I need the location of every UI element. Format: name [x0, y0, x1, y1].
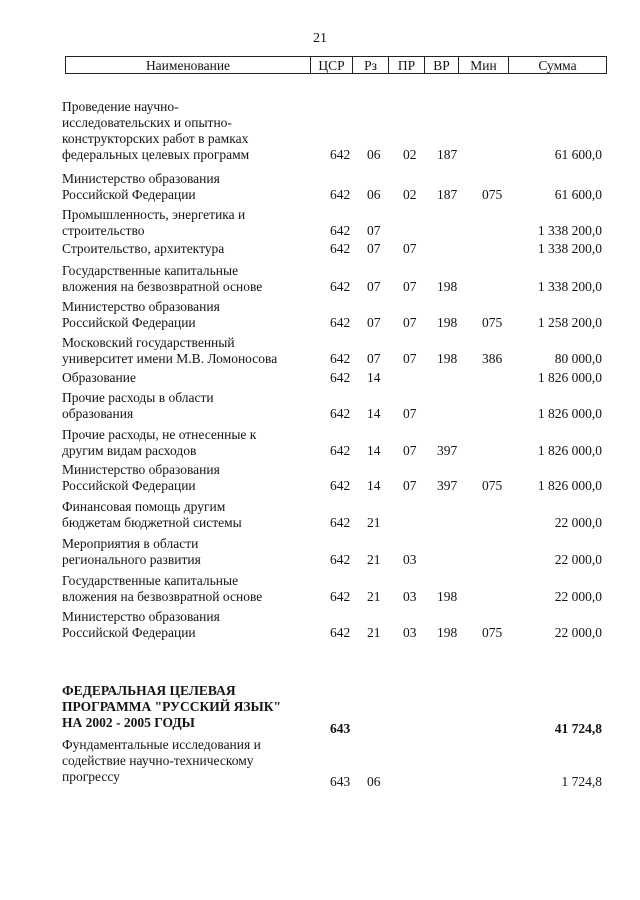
row-name: Прочие расходы, не отнесенные к другим видам расходов: [62, 427, 257, 458]
cell-csr: 642: [330, 351, 351, 366]
cell-vr: 397: [437, 478, 458, 493]
row-name: Мероприятия в области регионального развития: [62, 536, 201, 567]
row-name: Строительство, архитектура: [62, 241, 225, 256]
cell-sum: 1 338 200,0: [537, 279, 602, 294]
cell-pr: 03: [403, 625, 417, 640]
cell-sum: 1 338 200,0: [537, 223, 602, 238]
cell-csr: 643: [330, 721, 351, 736]
cell-vr: 198: [437, 589, 458, 604]
cell-pr: 03: [403, 552, 417, 567]
cell-rz: 14: [367, 478, 381, 493]
cell-rz: 07: [367, 223, 381, 238]
row-name: Образование: [62, 370, 136, 385]
row-name: Государственные капитальные вложения на безвозвратной основе: [62, 263, 263, 294]
cell-rz: 07: [367, 351, 381, 366]
cell-pr: 07: [403, 443, 417, 458]
cell-min: 386: [482, 351, 503, 366]
cell-vr: 198: [437, 279, 458, 294]
cell-vr: 187: [437, 187, 458, 202]
cell-vr: 198: [437, 315, 458, 330]
cell-csr: 642: [330, 241, 351, 256]
cell-pr: 02: [403, 147, 417, 162]
cell-rz: 06: [367, 147, 381, 162]
cell-csr: 642: [330, 223, 351, 238]
cell-vr: 198: [437, 351, 458, 366]
row-name: Государственные капитальные вложения на безвозвратной основе: [62, 573, 263, 604]
cell-sum: 61 600,0: [554, 147, 602, 162]
row-name: Министерство образования Российской Федерации: [62, 299, 220, 330]
cell-sum: 22 000,0: [554, 589, 602, 604]
header-pr: ПР: [388, 57, 424, 73]
cell-pr: 07: [403, 406, 417, 421]
cell-sum: 1 826 000,0: [537, 478, 602, 493]
cell-vr: 198: [437, 625, 458, 640]
header-sum: Сумма: [508, 57, 606, 73]
cell-pr: 07: [403, 478, 417, 493]
cell-sum: 1 826 000,0: [537, 443, 602, 458]
cell-rz: 14: [367, 443, 381, 458]
cell-sum: 80 000,0: [554, 351, 602, 366]
cell-min: 075: [482, 187, 503, 202]
cell-sum: 1 258 200,0: [537, 315, 602, 330]
cell-csr: 642: [330, 625, 351, 640]
cell-sum: 1 338 200,0: [537, 241, 602, 256]
cell-csr: 642: [330, 515, 351, 530]
cell-sum: 22 000,0: [554, 515, 602, 530]
cell-pr: 03: [403, 589, 417, 604]
header-rz: Рз: [352, 57, 388, 73]
cell-sum: 1 826 000,0: [537, 406, 602, 421]
cell-rz: 06: [367, 187, 381, 202]
row-name: Министерство образования Российской Федерации: [62, 171, 220, 202]
page-number: 21: [313, 31, 327, 46]
cell-pr: 07: [403, 241, 417, 256]
row-name: Прочие расходы в области образования: [62, 390, 214, 421]
cell-rz: 21: [367, 515, 381, 530]
cell-csr: 642: [330, 147, 351, 162]
cell-csr: 642: [330, 478, 351, 493]
cell-csr: 642: [330, 443, 351, 458]
row-name: Московский государственный университет имени М.В. Ломоносова: [62, 335, 278, 366]
cell-rz: 07: [367, 279, 381, 294]
row-name: Проведение научно- исследовательских и опытно- конструкторских работ в рамках федеральных целевых программ: [62, 99, 250, 162]
table-header: [65, 56, 607, 74]
cell-rz: 07: [367, 315, 381, 330]
cell-csr: 642: [330, 279, 351, 294]
cell-csr: 642: [330, 552, 351, 567]
cell-vr: 397: [437, 443, 458, 458]
cell-csr: 642: [330, 315, 351, 330]
cell-rz: 21: [367, 589, 381, 604]
cell-rz: 06: [367, 774, 381, 789]
cell-rz: 14: [367, 370, 381, 385]
cell-rz: 21: [367, 552, 381, 567]
cell-sum: 61 600,0: [554, 187, 602, 202]
cell-csr: 642: [330, 370, 351, 385]
header-csr: ЦСР: [310, 57, 352, 73]
cell-vr: 187: [437, 147, 458, 162]
header-vr: ВР: [424, 57, 458, 73]
cell-pr: 07: [403, 279, 417, 294]
row-name: ФЕДЕРАЛЬНАЯ ЦЕЛЕВАЯ ПРОГРАММА "РУССКИЙ ЯЗЫК" НА 2002 - 2005 ГОДЫ: [62, 683, 282, 730]
cell-rz: 07: [367, 241, 381, 256]
cell-pr: 07: [403, 315, 417, 330]
cell-sum: 1 826 000,0: [537, 370, 602, 385]
row-name: Промышленность, энергетика и строительство: [62, 207, 246, 238]
cell-pr: 02: [403, 187, 417, 202]
header-min: Мин: [458, 57, 508, 73]
header-name: Наименование: [145, 58, 231, 73]
cell-csr: 642: [330, 406, 351, 421]
cell-rz: 14: [367, 406, 381, 421]
cell-csr: 642: [330, 187, 351, 202]
row-name: Финансовая помощь другим бюджетам бюджетной системы: [62, 499, 242, 530]
cell-sum: 22 000,0: [554, 552, 602, 567]
cell-pr: 07: [403, 351, 417, 366]
cell-min: 075: [482, 315, 503, 330]
cell-sum: 1 724,8: [561, 774, 602, 789]
row-name: Министерство образования Российской Федерации: [62, 609, 220, 640]
cell-min: 075: [482, 478, 503, 493]
row-name: Фундаментальные исследования и содействие научно-техническому прогрессу: [62, 737, 261, 784]
cell-csr: 643: [330, 774, 351, 789]
cell-rz: 21: [367, 625, 381, 640]
row-name: Министерство образования Российской Федерации: [62, 462, 220, 493]
cell-min: 075: [482, 625, 503, 640]
cell-sum: 41 724,8: [554, 721, 602, 736]
cell-csr: 642: [330, 589, 351, 604]
cell-sum: 22 000,0: [554, 625, 602, 640]
